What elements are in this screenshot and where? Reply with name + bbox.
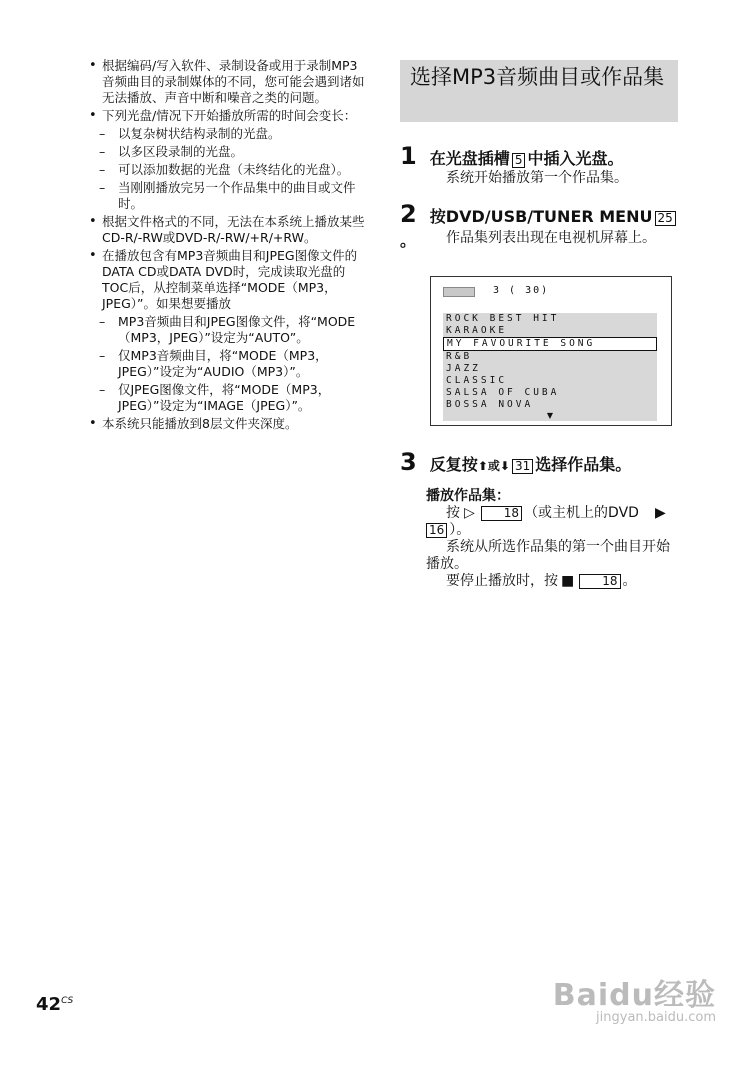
step-3-title-b: 选择作品集。 (535, 455, 632, 474)
press-label: 按 (446, 505, 460, 521)
up-down-arrows-icon: ⬆或⬇ (477, 459, 510, 473)
bullet-item: • 下列光盘/情况下开始播放所需的时间会变长： (88, 108, 368, 124)
step-3-title-a: 反复按 (429, 455, 478, 474)
stop-box: 18 (579, 574, 620, 589)
dash-item: – 可以添加数据的光盘（未终结化的光盘）。 (88, 162, 368, 178)
page-suffix: CS (61, 996, 74, 1006)
step-1-title-b: 中插入光盘。 (527, 149, 624, 168)
stop-icon: ■ (561, 573, 575, 589)
dash-item: – 当刚刚播放完另一个作品集中的曲目或文件时。 (88, 180, 368, 212)
album-item: MY FAVOURITE SONG (443, 337, 657, 351)
step-1-title-a: 在光盘插槽 (429, 149, 510, 168)
bullet-item: • 根据编码/写入软件、录制设备或用于录制MP3音频曲目的录制媒体的不同，您可能会遇到诸如无法播放、声音中断和噪音之类的问题。 (88, 58, 368, 106)
bullet-item: • 根据文件格式的不同，无法在本系统上播放某些CD-R/-RW或DVD-R/-RW/+R/+RW。 (88, 214, 368, 246)
play-from-first: 系统从所选作品集的第一个曲目开始播放。 (426, 539, 670, 572)
step-1 (400, 142, 690, 170)
step-2-title-b: 。 (400, 231, 417, 250)
step-2-body: 作品集列表出现在电视机屏幕上。 (446, 230, 656, 246)
play-icon: ▷ (464, 505, 475, 521)
dash-item: – 仅MP3音频曲目，将“MODE（MP3，JPEG）”设定为“AUDIO（MP3）”。 (88, 348, 368, 380)
album-item: CLASSIC (446, 375, 508, 386)
album-item: ROCK BEST HIT (446, 313, 560, 324)
step-1-box: 5 (512, 153, 526, 168)
watermark-logo: Baidu经验 (552, 978, 716, 1013)
step-3-subheading: 播放作品集： (426, 488, 510, 504)
watermark-url: jingyan.baidu.com (596, 1010, 716, 1025)
step-1-body: 系统开始播放第一个作品集。 (446, 170, 628, 186)
bullet-item: • 在播放包含有MP3音频曲目和JPEG图像文件的DATA CD或DATA DVD时，完成读取光盘的TOC后，从控制菜单选择“MODE（MP3，JPEG）”。如果想要播放 (88, 248, 368, 312)
tv-screen (430, 276, 672, 426)
step-2-number: 2 (400, 200, 417, 228)
dash-item: – 以多区段录制的光盘。 (88, 144, 368, 160)
step-3 (400, 448, 690, 476)
step-3-number: 3 (400, 448, 417, 476)
album-item: R&B (446, 351, 473, 362)
step-2-title-a: 按DVD/USB/TUNER MENU (429, 207, 653, 226)
step-3-instructions (426, 505, 670, 590)
dvd-box: 16 (426, 523, 447, 538)
album-item: JAZZ (446, 363, 481, 374)
album-item: BOSSA NOVA (446, 399, 534, 410)
stop-end: 。 (622, 573, 637, 589)
step-3-box: 31 (512, 459, 533, 474)
notes-column (88, 58, 368, 434)
step-1-number: 1 (400, 142, 417, 170)
album-item: SALSA OF CUBA (446, 387, 560, 398)
dash-item: – MP3音频曲目和JPEG图像文件，将“MODE（MP3，JPEG）”设定为“AUTO”。 (88, 314, 368, 346)
album-item: KARAOKE (446, 325, 508, 336)
page-number-value: 42 (36, 994, 62, 1015)
dvd-note: （或主机上的DVD (524, 505, 639, 521)
scroll-down-icon: ▼ (546, 411, 554, 420)
step-2-box: 25 (655, 211, 676, 226)
bullet-item: • 本系统只能播放到8层文件夹深度。 (88, 416, 368, 432)
dvd-note-end: ）。 (449, 522, 471, 538)
watermark (553, 970, 716, 1025)
folder-icon (443, 287, 475, 297)
play-box: 18 (481, 506, 522, 521)
dash-item: – 仅JPEG图像文件，将“MODE（MP3，JPEG）”设定为“IMAGE（JPEG）”。 (88, 382, 368, 414)
stop-label: 要停止播放时，按 (446, 573, 558, 589)
dash-item: – 以复杂树状结构录制的光盘。 (88, 126, 368, 142)
page-number (36, 994, 73, 1015)
dvd-play-icon: ▶ (654, 505, 666, 521)
section-heading: 选择MP3音频曲目或作品集 (410, 65, 665, 89)
album-count: 3 ( 30) (493, 285, 550, 296)
album-list (443, 313, 657, 421)
